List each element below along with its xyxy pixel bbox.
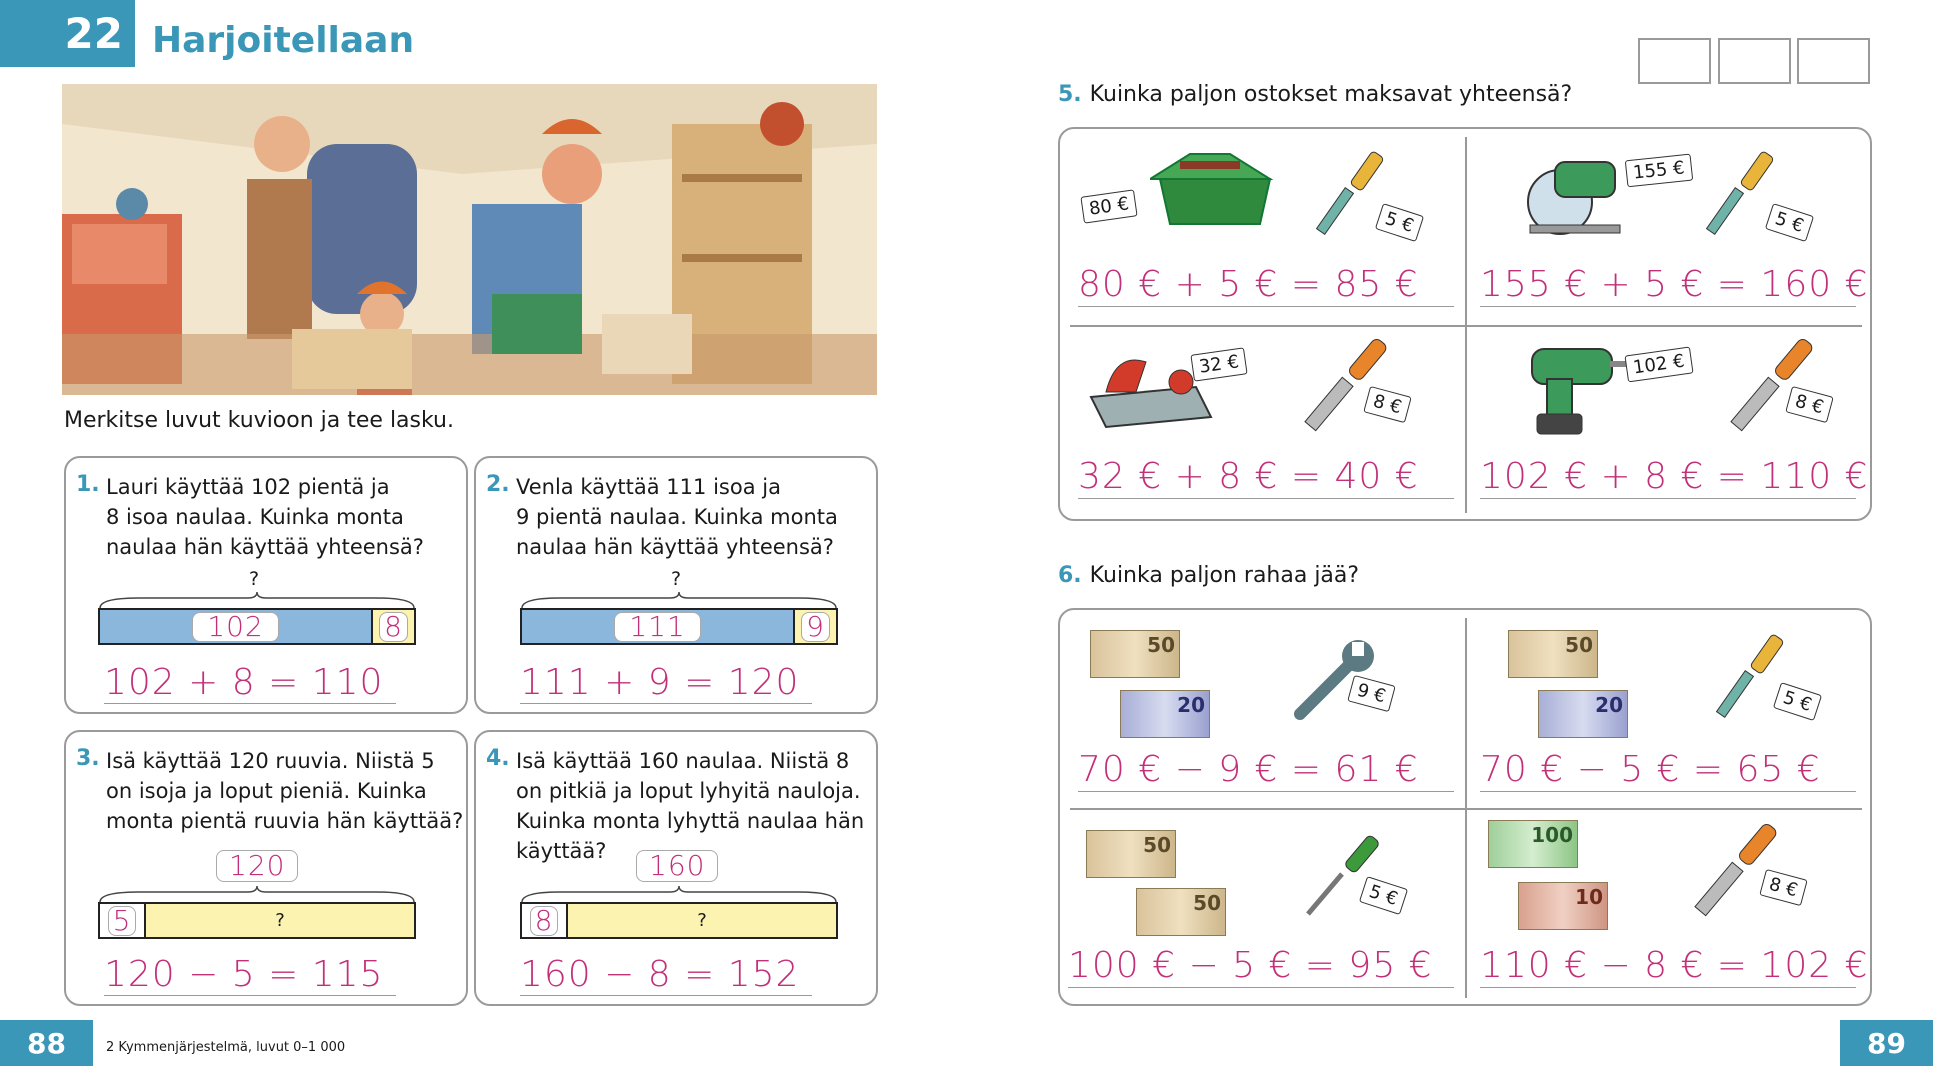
attic-illustration: [62, 84, 877, 395]
circular-saw-icon: [1520, 147, 1630, 242]
bar-segment-large: [522, 610, 793, 643]
price-tag: 8 €: [1759, 869, 1807, 906]
section-6-heading: [1058, 563, 1359, 588]
price-tag: 8 €: [1363, 386, 1411, 423]
bar-segment-small: [522, 904, 566, 937]
section-number: 6.: [1058, 563, 1082, 588]
banknote-50-icon: 50: [1508, 630, 1598, 678]
chapter-footer-text: 2 Kymmenjärjestelmä, luvut 0–1 000: [106, 1040, 346, 1055]
answer-equation: 110 € − 8 € = 102 €: [1480, 945, 1869, 986]
banknote-20-icon: 20: [1120, 690, 1210, 738]
price-tag: 5 €: [1773, 682, 1822, 721]
task-number: 3.: [76, 746, 100, 771]
price-tag: 9 €: [1347, 675, 1395, 712]
banknote-10-icon: 10: [1518, 882, 1608, 930]
task-text: Isä käyttää 160 naulaa. Niistä 8 on pitkiä ja loput lyhyitä nauloja. Kuinka monta lyhyttä naulaa hän käyttää?: [516, 749, 865, 863]
instruction-text: Merkitse luvut kuvioon ja tee lasku.: [64, 408, 454, 433]
bar-segment-small: [371, 610, 414, 643]
answer-equation: 155 € + 5 € = 160 €: [1480, 264, 1869, 305]
total-label: 160: [636, 850, 718, 882]
brace-icon: [98, 590, 416, 610]
total-label: ?: [249, 568, 260, 590]
price-tag: 102 €: [1624, 347, 1693, 383]
banknote-50-icon: 50: [1086, 830, 1176, 878]
task-3: [64, 730, 468, 1006]
banknote-20-icon: 20: [1538, 690, 1628, 738]
handwritten-value: 111: [614, 612, 700, 642]
section-5-heading: [1058, 82, 1572, 107]
score-box: [1638, 38, 1711, 84]
answer-equation: 102 + 8 = 110: [104, 662, 396, 704]
page-title: Harjoitellaan: [152, 20, 415, 61]
bar-segment-unknown: ?: [566, 904, 836, 937]
page-number-left: 88: [0, 1020, 93, 1066]
price-tag: 80 €: [1080, 189, 1137, 223]
handwritten-value: 8: [530, 906, 559, 936]
bar-segment-unknown: ?: [144, 904, 414, 937]
bar-model: [98, 902, 416, 939]
handwritten-value: 5: [108, 906, 137, 936]
section-text: Kuinka paljon ostokset maksavat yhteensä?: [1089, 82, 1573, 107]
task-number: 4.: [486, 746, 510, 771]
section-text: Kuinka paljon rahaa jää?: [1089, 563, 1360, 588]
brace-icon: [98, 884, 416, 904]
answer-equation: 70 € − 5 € = 65 €: [1480, 748, 1856, 792]
answer-equation: 32 € + 8 € = 40 €: [1078, 455, 1454, 499]
task-number: 2.: [486, 472, 510, 497]
brace-icon: [520, 884, 838, 904]
task-1: [64, 456, 468, 714]
file-icon: [1300, 337, 1400, 437]
chapter-number: 22: [0, 0, 135, 67]
section-5-panel: [1058, 127, 1872, 521]
task-2: [474, 456, 878, 714]
total-label: 120: [216, 850, 298, 882]
price-tag: 155 €: [1625, 154, 1693, 188]
banknote-100-icon: 100: [1488, 820, 1578, 868]
section-number: 5.: [1058, 82, 1082, 107]
price-tag: 5 €: [1375, 203, 1424, 242]
answer-equation: 120 − 5 = 115: [104, 954, 396, 996]
bar-model: [520, 902, 838, 939]
task-text: Isä käyttää 120 ruuvia. Niistä 5 on isoja ja loput pieniä. Kuinka monta pientä ruuvia hän käyttää?: [106, 749, 464, 833]
task-4: [474, 730, 878, 1006]
price-tag: 8 €: [1785, 386, 1833, 423]
answer-equation: 80 € + 5 € = 85 €: [1078, 263, 1454, 307]
banknote-50-icon: 50: [1136, 888, 1226, 936]
task-text: Venla käyttää 111 isoa ja 9 pientä naulaa. Kuinka monta naulaa hän käyttää yhteensä?: [516, 475, 838, 559]
score-box: [1797, 38, 1870, 84]
answer-equation: 160 − 8 = 152: [520, 954, 812, 996]
file-icon: [1726, 337, 1826, 437]
page-number-right: 89: [1840, 1020, 1933, 1066]
hand-plane-icon: [1086, 337, 1216, 437]
answer-equation: 102 € + 8 € = 110 €: [1480, 456, 1869, 497]
bar-segment-small: [100, 904, 144, 937]
score-box: [1718, 38, 1791, 84]
handwritten-value: 8: [379, 612, 408, 642]
price-tag: 32 €: [1190, 347, 1247, 381]
answer-equation: 100 € − 5 € = 95 €: [1068, 944, 1454, 988]
brace-icon: [520, 590, 838, 610]
total-label: ?: [671, 568, 682, 590]
bar-model: [98, 608, 416, 645]
handwritten-value: 102: [192, 612, 278, 642]
drill-icon: [1522, 339, 1632, 439]
chisel-icon: [1710, 634, 1790, 724]
bar-segment-large: [100, 610, 371, 643]
banknote-50-icon: 50: [1090, 630, 1180, 678]
task-text: Lauri käyttää 102 pientä ja 8 isoa naulaa. Kuinka monta naulaa hän käyttää yhteensä?: [106, 475, 424, 559]
handwritten-value: 9: [801, 612, 830, 642]
bar-model: [520, 608, 838, 645]
task-number: 1.: [76, 472, 100, 497]
price-tag: 5 €: [1359, 876, 1408, 915]
answer-equation: 70 € − 9 € = 61 €: [1078, 748, 1454, 792]
answer-equation: 111 + 9 = 120: [520, 662, 812, 704]
price-tag: 5 €: [1765, 203, 1814, 242]
section-6-panel: [1058, 608, 1872, 1006]
toolbox-icon: [1150, 149, 1280, 229]
screwdriver-icon: [1300, 832, 1390, 922]
bar-segment-small: [793, 610, 836, 643]
